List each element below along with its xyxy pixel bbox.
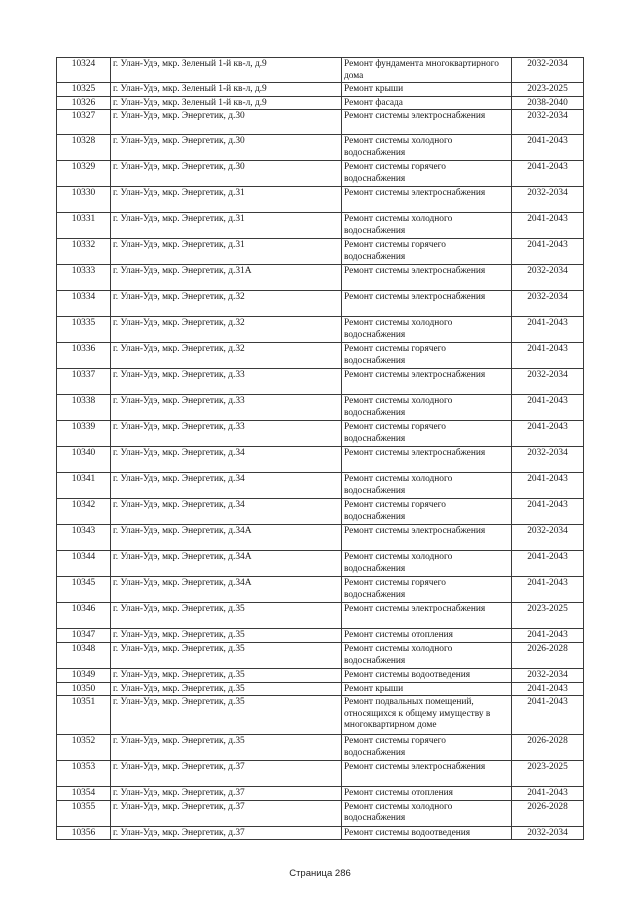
row-work-type: Ремонт системы водоотведения [342, 826, 512, 840]
row-address: г. Улан-Удэ, мкр. Энергетик, д.30 [111, 110, 342, 135]
row-id: 10348 [57, 642, 111, 668]
table-row [57, 787, 584, 801]
row-work-type: Ремонт системы холодного водоснабжения [342, 642, 512, 668]
row-address: г. Улан-Удэ, мкр. Энергетик, д.31 [111, 187, 342, 213]
row-work-type: Ремонт системы холодного водоснабжения [342, 551, 512, 577]
row-id: 10356 [57, 826, 111, 840]
row-address: г. Улан-Удэ, мкр. Энергетик, д.34 [111, 447, 342, 473]
table-row [57, 110, 584, 135]
row-address: г. Улан-Удэ, мкр. Энергетик, д.34А [111, 577, 342, 603]
row-address: г. Улан-Удэ, мкр. Зеленый 1-й кв-л, д.9 [111, 83, 342, 97]
row-work-type: Ремонт системы холодного водоснабжения [342, 800, 512, 826]
row-id: 10352 [57, 735, 111, 761]
row-id: 10327 [57, 110, 111, 135]
row-id: 10345 [57, 577, 111, 603]
row-period: 2032-2034 [512, 110, 584, 135]
row-work-type: Ремонт фундамента многоквартирного дома [342, 58, 512, 83]
row-address: г. Улан-Удэ, мкр. Зеленый 1-й кв-л, д.9 [111, 58, 342, 83]
row-work-type: Ремонт системы отопления [342, 787, 512, 801]
row-period: 2032-2034 [512, 668, 584, 682]
table-row [57, 187, 584, 213]
row-period: 2023-2025 [512, 603, 584, 629]
table-row [57, 96, 584, 110]
row-id: 10344 [57, 551, 111, 577]
row-id: 10355 [57, 800, 111, 826]
works-table [56, 57, 584, 840]
row-work-type: Ремонт системы электроснабжения [342, 447, 512, 473]
row-id: 10324 [57, 58, 111, 83]
row-work-type: Ремонт системы электроснабжения [342, 265, 512, 291]
row-period: 2032-2034 [512, 447, 584, 473]
table-row [57, 826, 584, 840]
row-address: г. Улан-Удэ, мкр. Энергетик, д.35 [111, 642, 342, 668]
row-work-type: Ремонт системы электроснабжения [342, 291, 512, 317]
row-period: 2023-2025 [512, 83, 584, 97]
row-id: 10342 [57, 499, 111, 525]
table-row [57, 696, 584, 735]
table-row [57, 421, 584, 447]
row-id: 10330 [57, 187, 111, 213]
row-address: г. Улан-Удэ, мкр. Энергетик, д.37 [111, 787, 342, 801]
page-number: Страница 286 [289, 868, 351, 879]
row-period: 2041-2043 [512, 473, 584, 499]
row-address: г. Улан-Удэ, мкр. Энергетик, д.35 [111, 629, 342, 643]
row-id: 10336 [57, 343, 111, 369]
row-period: 2041-2043 [512, 696, 584, 735]
row-period: 2041-2043 [512, 161, 584, 187]
row-period: 2041-2043 [512, 682, 584, 696]
row-id: 10347 [57, 629, 111, 643]
row-period: 2041-2043 [512, 343, 584, 369]
row-period: 2041-2043 [512, 317, 584, 343]
row-address: г. Улан-Удэ, мкр. Энергетик, д.35 [111, 603, 342, 629]
table-row [57, 473, 584, 499]
row-period: 2041-2043 [512, 499, 584, 525]
row-address: г. Улан-Удэ, мкр. Энергетик, д.31А [111, 265, 342, 291]
row-id: 10334 [57, 291, 111, 317]
row-address: г. Улан-Удэ, мкр. Энергетик, д.37 [111, 761, 342, 787]
table-row [57, 577, 584, 603]
row-id: 10333 [57, 265, 111, 291]
row-period: 2041-2043 [512, 239, 584, 265]
row-work-type: Ремонт системы горячего водоснабжения [342, 161, 512, 187]
row-work-type: Ремонт системы горячего водоснабжения [342, 343, 512, 369]
table-row [57, 761, 584, 787]
table-row [57, 551, 584, 577]
row-address: г. Улан-Удэ, мкр. Энергетик, д.30 [111, 135, 342, 161]
row-period: 2032-2034 [512, 58, 584, 83]
row-address: г. Улан-Удэ, мкр. Энергетик, д.34 [111, 499, 342, 525]
row-period: 2038-2040 [512, 96, 584, 110]
row-work-type: Ремонт системы водоотведения [342, 668, 512, 682]
row-period: 2032-2034 [512, 369, 584, 395]
row-id: 10325 [57, 83, 111, 97]
row-address: г. Улан-Удэ, мкр. Энергетик, д.35 [111, 682, 342, 696]
table-row [57, 291, 584, 317]
table-row [57, 800, 584, 826]
table-row [57, 58, 584, 83]
row-id: 10326 [57, 96, 111, 110]
table-row [57, 682, 584, 696]
row-work-type: Ремонт системы отопления [342, 629, 512, 643]
row-work-type: Ремонт системы электроснабжения [342, 110, 512, 135]
row-address: г. Улан-Удэ, мкр. Энергетик, д.34А [111, 551, 342, 577]
row-address: г. Улан-Удэ, мкр. Энергетик, д.31 [111, 213, 342, 239]
row-work-type: Ремонт системы электроснабжения [342, 369, 512, 395]
row-work-type: Ремонт системы холодного водоснабжения [342, 473, 512, 499]
row-work-type: Ремонт системы горячего водоснабжения [342, 499, 512, 525]
table-row [57, 161, 584, 187]
row-id: 10351 [57, 696, 111, 735]
row-period: 2041-2043 [512, 213, 584, 239]
table-row [57, 735, 584, 761]
row-period: 2041-2043 [512, 787, 584, 801]
row-address: г. Улан-Удэ, мкр. Энергетик, д.32 [111, 291, 342, 317]
table-row [57, 525, 584, 551]
row-address: г. Улан-Удэ, мкр. Энергетик, д.32 [111, 317, 342, 343]
row-period: 2032-2034 [512, 291, 584, 317]
row-period: 2041-2043 [512, 577, 584, 603]
table-row [57, 395, 584, 421]
row-period: 2032-2034 [512, 265, 584, 291]
row-work-type: Ремонт системы горячего водоснабжения [342, 735, 512, 761]
row-address: г. Улан-Удэ, мкр. Энергетик, д.37 [111, 800, 342, 826]
table-row [57, 83, 584, 97]
row-work-type: Ремонт подвальных помещений, относящихся к общему имуществу в многоквартирном доме [342, 696, 512, 735]
table-row [57, 343, 584, 369]
table-row [57, 213, 584, 239]
table-row [57, 447, 584, 473]
table-row [57, 239, 584, 265]
row-id: 10328 [57, 135, 111, 161]
row-id: 10341 [57, 473, 111, 499]
row-address: г. Улан-Удэ, мкр. Энергетик, д.31 [111, 239, 342, 265]
row-id: 10332 [57, 239, 111, 265]
row-address: г. Улан-Удэ, мкр. Энергетик, д.33 [111, 369, 342, 395]
row-period: 2041-2043 [512, 135, 584, 161]
row-work-type: Ремонт системы холодного водоснабжения [342, 213, 512, 239]
table-row [57, 499, 584, 525]
row-work-type: Ремонт крыши [342, 83, 512, 97]
row-address: г. Улан-Удэ, мкр. Энергетик, д.30 [111, 161, 342, 187]
row-address: г. Улан-Удэ, мкр. Зеленый 1-й кв-л, д.9 [111, 96, 342, 110]
row-work-type: Ремонт системы горячего водоснабжения [342, 421, 512, 447]
row-period: 2026-2028 [512, 642, 584, 668]
row-work-type: Ремонт системы электроснабжения [342, 187, 512, 213]
row-period: 2023-2025 [512, 761, 584, 787]
row-id: 10337 [57, 369, 111, 395]
row-period: 2041-2043 [512, 395, 584, 421]
row-period: 2032-2034 [512, 525, 584, 551]
row-work-type: Ремонт крыши [342, 682, 512, 696]
row-id: 10354 [57, 787, 111, 801]
row-work-type: Ремонт системы холодного водоснабжения [342, 317, 512, 343]
row-id: 10339 [57, 421, 111, 447]
row-id: 10335 [57, 317, 111, 343]
row-work-type: Ремонт фасада [342, 96, 512, 110]
row-id: 10353 [57, 761, 111, 787]
row-id: 10343 [57, 525, 111, 551]
row-id: 10340 [57, 447, 111, 473]
table-row [57, 629, 584, 643]
row-address: г. Улан-Удэ, мкр. Энергетик, д.33 [111, 395, 342, 421]
row-work-type: Ремонт системы горячего водоснабжения [342, 239, 512, 265]
row-address: г. Улан-Удэ, мкр. Энергетик, д.33 [111, 421, 342, 447]
row-work-type: Ремонт системы электроснабжения [342, 761, 512, 787]
row-work-type: Ремонт системы электроснабжения [342, 603, 512, 629]
works-table-body [57, 58, 584, 840]
row-period: 2032-2034 [512, 187, 584, 213]
row-address: г. Улан-Удэ, мкр. Энергетик, д.34 [111, 473, 342, 499]
row-work-type: Ремонт системы холодного водоснабжения [342, 395, 512, 421]
row-id: 10331 [57, 213, 111, 239]
row-id: 10338 [57, 395, 111, 421]
row-id: 10350 [57, 682, 111, 696]
table-row [57, 265, 584, 291]
table-row [57, 317, 584, 343]
row-address: г. Улан-Удэ, мкр. Энергетик, д.35 [111, 696, 342, 735]
row-work-type: Ремонт системы холодного водоснабжения [342, 135, 512, 161]
row-period: 2032-2034 [512, 826, 584, 840]
table-row [57, 642, 584, 668]
table-row [57, 135, 584, 161]
row-address: г. Улан-Удэ, мкр. Энергетик, д.35 [111, 668, 342, 682]
row-id: 10329 [57, 161, 111, 187]
row-id: 10349 [57, 668, 111, 682]
row-id: 10346 [57, 603, 111, 629]
row-period: 2041-2043 [512, 421, 584, 447]
row-work-type: Ремонт системы электроснабжения [342, 525, 512, 551]
row-period: 2041-2043 [512, 629, 584, 643]
row-period: 2026-2028 [512, 800, 584, 826]
row-address: г. Улан-Удэ, мкр. Энергетик, д.32 [111, 343, 342, 369]
table-row [57, 668, 584, 682]
row-address: г. Улан-Удэ, мкр. Энергетик, д.34А [111, 525, 342, 551]
row-address: г. Улан-Удэ, мкр. Энергетик, д.35 [111, 735, 342, 761]
row-period: 2041-2043 [512, 551, 584, 577]
row-work-type: Ремонт системы горячего водоснабжения [342, 577, 512, 603]
table-row [57, 603, 584, 629]
table-row [57, 369, 584, 395]
row-period: 2026-2028 [512, 735, 584, 761]
row-address: г. Улан-Удэ, мкр. Энергетик, д.37 [111, 826, 342, 840]
